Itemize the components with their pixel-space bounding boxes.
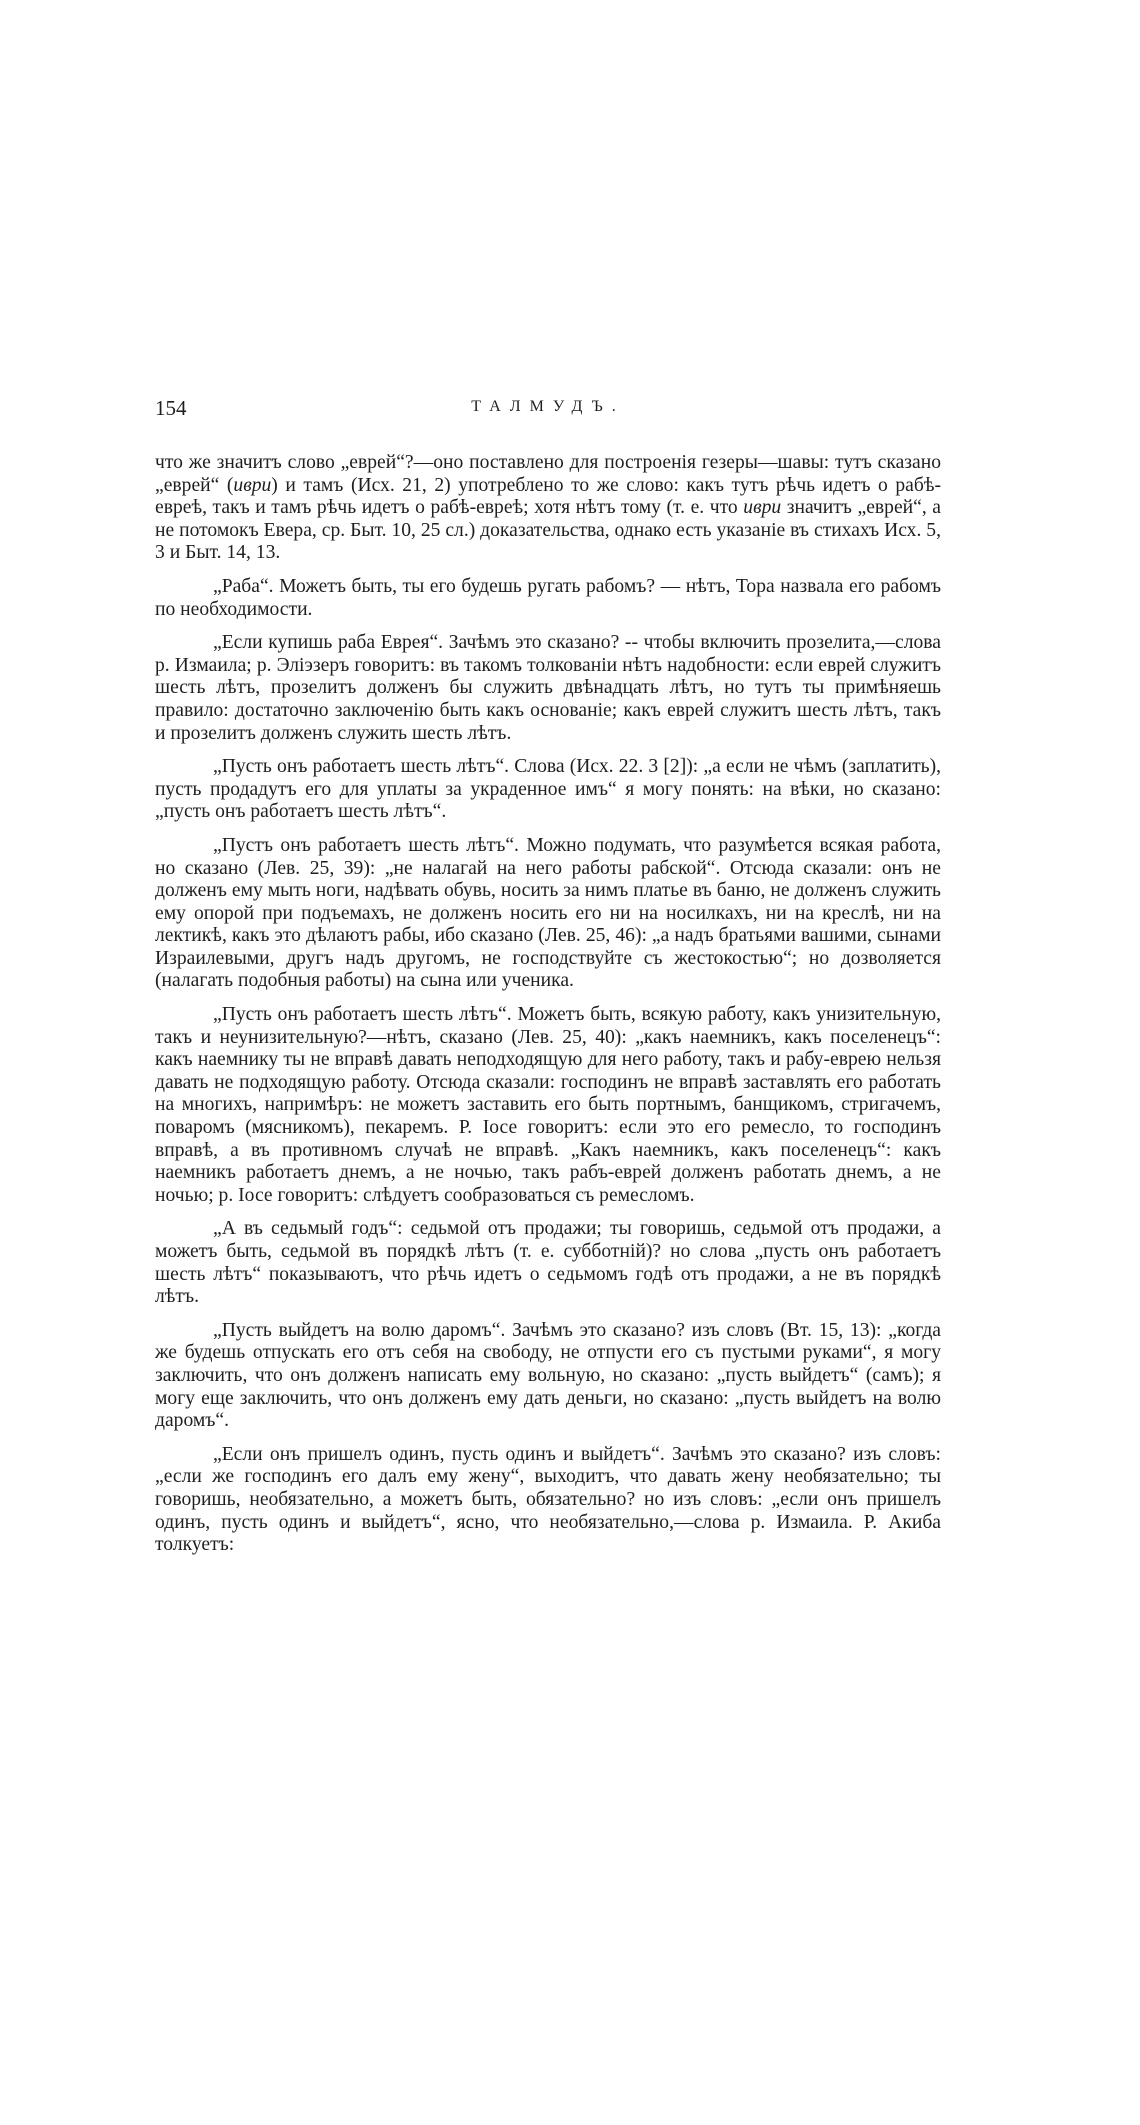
paragraph	[155, 756, 941, 824]
paragraph	[155, 632, 941, 745]
text-segment: „Пусть онъ работаетъ шесть лѣтъ“. Слова (Исх. 22. 3 [2]): „а если не чѣмъ (заплатить), пусть продадутъ его для уплаты за украденное имъ“ я могу понять: на вѣки, но сказано: „пусть онъ работаетъ шесть лѣтъ“.	[155, 756, 941, 823]
italic-term: иври	[233, 474, 272, 496]
paragraph	[155, 1320, 941, 1433]
paragraph	[155, 1004, 941, 1207]
paragraph	[155, 1218, 941, 1308]
text-segment: „Пусть онъ работаетъ шесть лѣтъ“. Можетъ быть, всякую работу, какъ унизительную, такъ и неунизительную?—нѣтъ, сказано (Лев. 25, 40): „какъ наемникъ, какъ поселенецъ“: какъ наемнику ты не вправѣ давать неподходящую для него работу, такъ и рабу-еврею нельзя давать не подходящую работу. Отсюда сказали: господинъ не вправѣ заставлять его работать на многихъ, напримѣръ: не можетъ заставить его быть портнымъ, банщикомъ, стригачемъ, поваромъ (мясникомъ), пекаремъ. Р. Іосе говоритъ: если это его ремесло, то господинъ вправѣ, а въ противномъ случаѣ не вправѣ. „Какъ наемникъ, какъ поселенецъ“: какъ наемникъ работаетъ днемъ, а не ночью, такъ рабъ-еврей долженъ работать днемъ, а не ночью; р. Іосе говоритъ: слѣдуетъ сообразоваться съ ремесломъ.	[155, 1004, 941, 1206]
paragraph	[155, 452, 941, 565]
italic-term: иври	[743, 497, 782, 519]
text-segment: что же значитъ слово „еврей“?—оно поставлено для построенія гезеры—шавы: тутъ сказано „еврей“ (	[155, 452, 941, 496]
page-header	[155, 396, 941, 424]
text-segment: „Пустъ онъ работаетъ шесть лѣтъ“. Можно подумать, что разумѣется всякая работа, но сказано (Лев. 25, 39): „не налагай на него работы рабской“. Отсюда сказали: онъ не долженъ ему мыть ноги, надѣвать обувь, носить за нимъ платье въ баню, не долженъ служить ему опорой при подъемахъ, не долженъ носить его ни на носилкахъ, ни на креслѣ, ни на лектикѣ, какъ это дѣлаютъ рабы, ибо сказано (Лев. 25, 46): „а надъ братьями вашими, сынами Израилевыми, другъ надъ другомъ, не господствуйте съ жестокостью“; но дозволяется (налагать подобныя работы) на сына или ученика.	[155, 834, 941, 992]
paragraph	[155, 1444, 941, 1557]
paragraph	[155, 835, 941, 993]
text-segment: значитъ „еврей“, а не потомокъ Евера, ср. Быт. 10, 25 сл.) доказательства, однако есть указаніе въ стихахъ Исх. 5, 3 и Быт. 14, 13.	[155, 497, 941, 564]
text-segment: „Если онъ пришелъ одинъ, пусть одинъ и выйдетъ“. Зачѣмъ это сказано? изъ словъ: „если же господинъ его далъ ему жену“, выходитъ, что давать жену необязательно; ты говоришь, необязательно, а можетъ быть, обязательно? но изъ словъ: „если онъ пришелъ одинъ, пусть одинъ и выйдетъ“, ясно, что необязательно,—слова р. Измаила. Р. Акиба толкуетъ:	[155, 1443, 941, 1556]
text-segment: ) и тамъ (Исх. 21, 2) употреблено то же слово: какъ тутъ рѣчь идетъ о рабѣ-евреѣ, такъ и тамъ рѣчь идетъ о рабѣ-евреѣ; хотя нѣтъ тому (т. е. что	[155, 474, 941, 519]
text-segment: „А въ седьмый годъ“: седьмой отъ продажи; ты говоришь, седьмой отъ продажи, а можетъ быть, седьмой въ порядкѣ лѣтъ (т. е. субботній)? но слова „пусть онъ работаетъ шесть лѣтъ“ показываютъ, что рѣчь идетъ о седьмомъ годѣ отъ продажи, а не въ порядкѣ лѣтъ.	[155, 1218, 941, 1308]
page-number: 154	[155, 396, 187, 420]
running-title: ТАЛМУДЪ.	[471, 398, 625, 415]
body-text	[155, 452, 941, 1568]
text-segment: „Раба“. Можетъ быть, ты его будешь ругать рабомъ? — нѣтъ, Тора назвала его рабомъ по необходимости.	[155, 575, 941, 620]
paragraph	[155, 576, 941, 621]
text-segment: „Если купишь раба Еврея“. Зачѣмъ это сказано? -- чтобы включить прозелита,—слова р. Измаила; р. Элiэзеръ говоритъ: въ такомъ толкованіи нѣтъ надобности: если еврей служитъ шесть лѣтъ, прозелитъ долженъ бы служить двѣнадцать лѣтъ, но тутъ ты примѣняешь правило: достаточно заключенію быть какъ основаніе; какъ еврей служитъ шесть лѣтъ, такъ и прозелитъ долженъ служить шесть лѣтъ.	[155, 632, 941, 744]
text-segment: „Пусть выйдетъ на волю даромъ“. Зачѣмъ это сказано? изъ словъ (Вт. 15, 13): „когда же будешь отпускать его отъ себя на свободу, не отпусти его съ пустыми руками“, я могу заключить, что онъ долженъ написать ему вольную, но сказано: „пусть выйдетъ“ (самъ); я могу еще заключить, что онъ долженъ ему дать деньги, но сказано: „пусть выйдетъ на волю даромъ“.	[155, 1319, 941, 1432]
